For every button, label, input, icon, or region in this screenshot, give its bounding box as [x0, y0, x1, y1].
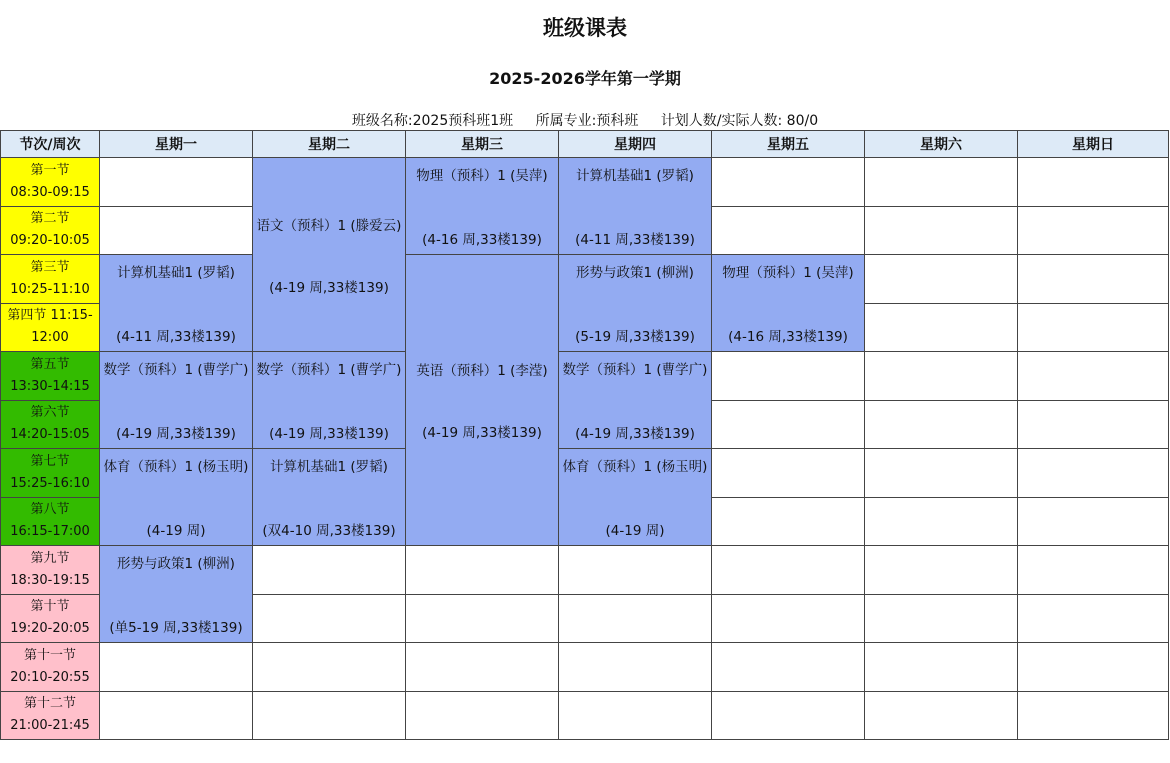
course-block[interactable]	[559, 255, 712, 352]
class-headcount: 计划人数/实际人数: 80/0	[660, 113, 819, 129]
course-name: 形势与政策1 (柳洲)	[576, 265, 694, 281]
period-time: 09:20-10:05	[10, 233, 90, 249]
course-weeks: (4-19 周,33楼139)	[269, 426, 389, 442]
empty-cell	[559, 643, 712, 692]
course-weeks: (单5-19 周,33楼139)	[109, 620, 243, 636]
period-time: 10:25-11:10	[10, 281, 90, 297]
empty-cell	[712, 352, 865, 401]
empty-cell	[712, 594, 865, 643]
header-wednesday: 星期三	[406, 131, 559, 158]
empty-cell	[712, 643, 865, 692]
empty-cell	[1018, 352, 1169, 401]
course-weeks: (双4-10 周,33楼139)	[262, 523, 396, 539]
empty-cell	[253, 546, 406, 595]
header-saturday: 星期六	[865, 131, 1018, 158]
period-name: 第三节	[30, 259, 70, 275]
empty-cell	[1018, 594, 1169, 643]
course-weeks: (4-19 周)	[605, 523, 665, 539]
empty-cell	[865, 158, 1018, 207]
course-name: 物理（预科）1 (吴萍)	[722, 265, 854, 281]
period-cell	[1, 303, 100, 352]
empty-cell	[865, 497, 1018, 546]
empty-cell	[712, 546, 865, 595]
course-weeks: (4-11 周,33楼139)	[575, 232, 695, 248]
schedule-table	[0, 130, 1169, 740]
header-row	[1, 131, 1169, 158]
period-cell	[1, 594, 100, 643]
period-name: 第一节	[30, 162, 70, 178]
period-time: 08:30-09:15	[10, 184, 90, 200]
course-name: 数学（预科）1 (曹学广)	[256, 362, 402, 378]
course-block[interactable]	[406, 255, 559, 546]
course-block[interactable]	[559, 449, 712, 546]
course-name: 计算机基础1 (罗韬)	[117, 265, 235, 281]
course-block[interactable]	[253, 449, 406, 546]
empty-cell	[406, 643, 559, 692]
period-cell	[1, 352, 100, 401]
course-weeks: (4-16 周,33楼139)	[728, 329, 848, 345]
course-weeks: (5-19 周,33楼139)	[575, 329, 695, 345]
course-block[interactable]	[100, 352, 253, 449]
empty-cell	[1018, 400, 1169, 449]
table-row	[1, 643, 1169, 692]
period-name: 第四节 11:15-	[7, 308, 93, 324]
course-block[interactable]	[253, 352, 406, 449]
empty-cell	[1018, 255, 1169, 304]
course-name: 体育（预科）1 (杨玉明)	[562, 459, 708, 475]
period-cell	[1, 400, 100, 449]
course-name: 体育（预科）1 (杨玉明)	[103, 459, 249, 475]
header-tuesday: 星期二	[253, 131, 406, 158]
period-cell	[1, 691, 100, 740]
empty-cell	[1018, 449, 1169, 498]
empty-cell	[253, 691, 406, 740]
empty-cell	[559, 691, 712, 740]
period-cell	[1, 449, 100, 498]
semester-title: 2025-2026学年第一学期	[489, 69, 681, 88]
empty-cell	[865, 594, 1018, 643]
empty-cell	[100, 206, 253, 255]
class-name: 班级名称:2025预科班1班	[351, 113, 514, 129]
period-name: 第七节	[30, 453, 70, 469]
empty-cell	[712, 158, 865, 207]
empty-cell	[406, 546, 559, 595]
period-cell	[1, 643, 100, 692]
course-weeks: (4-19 周,33楼139)	[116, 426, 236, 442]
period-time: 19:20-20:05	[10, 621, 90, 637]
empty-cell	[712, 400, 865, 449]
empty-cell	[865, 643, 1018, 692]
course-block[interactable]	[406, 158, 559, 255]
empty-cell	[865, 691, 1018, 740]
period-time: 13:30-14:15	[10, 378, 90, 394]
period-name: 第九节	[30, 550, 70, 566]
empty-cell	[865, 352, 1018, 401]
period-name: 第五节	[30, 356, 70, 372]
empty-cell	[865, 449, 1018, 498]
period-cell	[1, 206, 100, 255]
empty-cell	[1018, 303, 1169, 352]
course-weeks: (4-19 周,33楼139)	[269, 279, 389, 296]
course-name: 物理（预科）1 (吴萍)	[416, 168, 548, 184]
course-block[interactable]	[100, 255, 253, 352]
header-monday: 星期一	[100, 131, 253, 158]
period-time: 18:30-19:15	[10, 572, 90, 588]
header-sunday: 星期日	[1018, 131, 1169, 158]
empty-cell	[406, 691, 559, 740]
period-time: 16:15-17:00	[10, 524, 90, 540]
empty-cell	[712, 497, 865, 546]
table-row	[1, 449, 1169, 498]
empty-cell	[559, 594, 712, 643]
course-name: 计算机基础1 (罗韬)	[270, 459, 388, 475]
empty-cell	[253, 594, 406, 643]
period-cell	[1, 158, 100, 207]
course-weeks: (4-11 周,33楼139)	[116, 329, 236, 345]
course-weeks: (4-16 周,33楼139)	[422, 232, 542, 248]
empty-cell	[1018, 158, 1169, 207]
course-block[interactable]	[100, 449, 253, 546]
period-cell	[1, 546, 100, 595]
empty-cell	[712, 449, 865, 498]
empty-cell	[100, 158, 253, 207]
period-name: 第八节	[30, 502, 70, 518]
empty-cell	[865, 206, 1018, 255]
empty-cell	[406, 594, 559, 643]
empty-cell	[865, 400, 1018, 449]
header-thursday: 星期四	[559, 131, 712, 158]
table-row	[1, 352, 1169, 401]
empty-cell	[1018, 546, 1169, 595]
empty-cell	[1018, 691, 1169, 740]
empty-cell	[100, 691, 253, 740]
course-block[interactable]	[712, 255, 865, 352]
empty-cell	[1018, 643, 1169, 692]
empty-cell	[865, 255, 1018, 304]
course-name: 数学（预科）1 (曹学广)	[562, 362, 708, 378]
empty-cell	[865, 546, 1018, 595]
course-weeks: (4-19 周)	[146, 523, 206, 539]
period-name: 第十节	[30, 599, 70, 615]
course-weeks: (4-19 周,33楼139)	[422, 425, 542, 441]
empty-cell	[712, 691, 865, 740]
header-period: 节次/周次	[1, 131, 100, 158]
class-info	[0, 110, 1170, 130]
period-cell	[1, 497, 100, 546]
period-time: 14:20-15:05	[10, 427, 90, 443]
period-name: 第二节	[30, 211, 70, 227]
period-time: 21:00-21:45	[10, 718, 90, 734]
table-row	[1, 691, 1169, 740]
period-cell	[1, 255, 100, 304]
empty-cell	[1018, 206, 1169, 255]
period-name: 第十一节	[23, 647, 76, 663]
period-name: 第十二节	[23, 696, 76, 712]
period-time: 12:00	[31, 330, 69, 346]
page-title: 班级课表	[543, 16, 627, 40]
period-name: 第六节	[30, 405, 70, 421]
empty-cell	[1018, 497, 1169, 546]
class-major: 所属专业:预科班	[535, 113, 639, 129]
course-weeks: (4-19 周,33楼139)	[575, 426, 695, 442]
course-name: 形势与政策1 (柳洲)	[117, 556, 235, 572]
empty-cell	[100, 643, 253, 692]
empty-cell	[559, 546, 712, 595]
empty-cell	[253, 643, 406, 692]
header-friday: 星期五	[712, 131, 865, 158]
course-name: 英语（预科）1 (李滢)	[416, 363, 548, 379]
course-name: 语文（预科）1 (滕爱云)	[256, 217, 402, 234]
period-time: 15:25-16:10	[10, 475, 90, 491]
period-time: 20:10-20:55	[10, 669, 90, 685]
course-block[interactable]	[253, 158, 406, 352]
empty-cell	[865, 303, 1018, 352]
course-name: 数学（预科）1 (曹学广)	[103, 362, 249, 378]
empty-cell	[712, 206, 865, 255]
table-row	[1, 546, 1169, 595]
course-block[interactable]	[559, 352, 712, 449]
table-row	[1, 255, 1169, 304]
course-block[interactable]	[559, 158, 712, 255]
course-block[interactable]	[100, 546, 253, 643]
table-row	[1, 158, 1169, 207]
course-name: 计算机基础1 (罗韬)	[576, 168, 694, 184]
